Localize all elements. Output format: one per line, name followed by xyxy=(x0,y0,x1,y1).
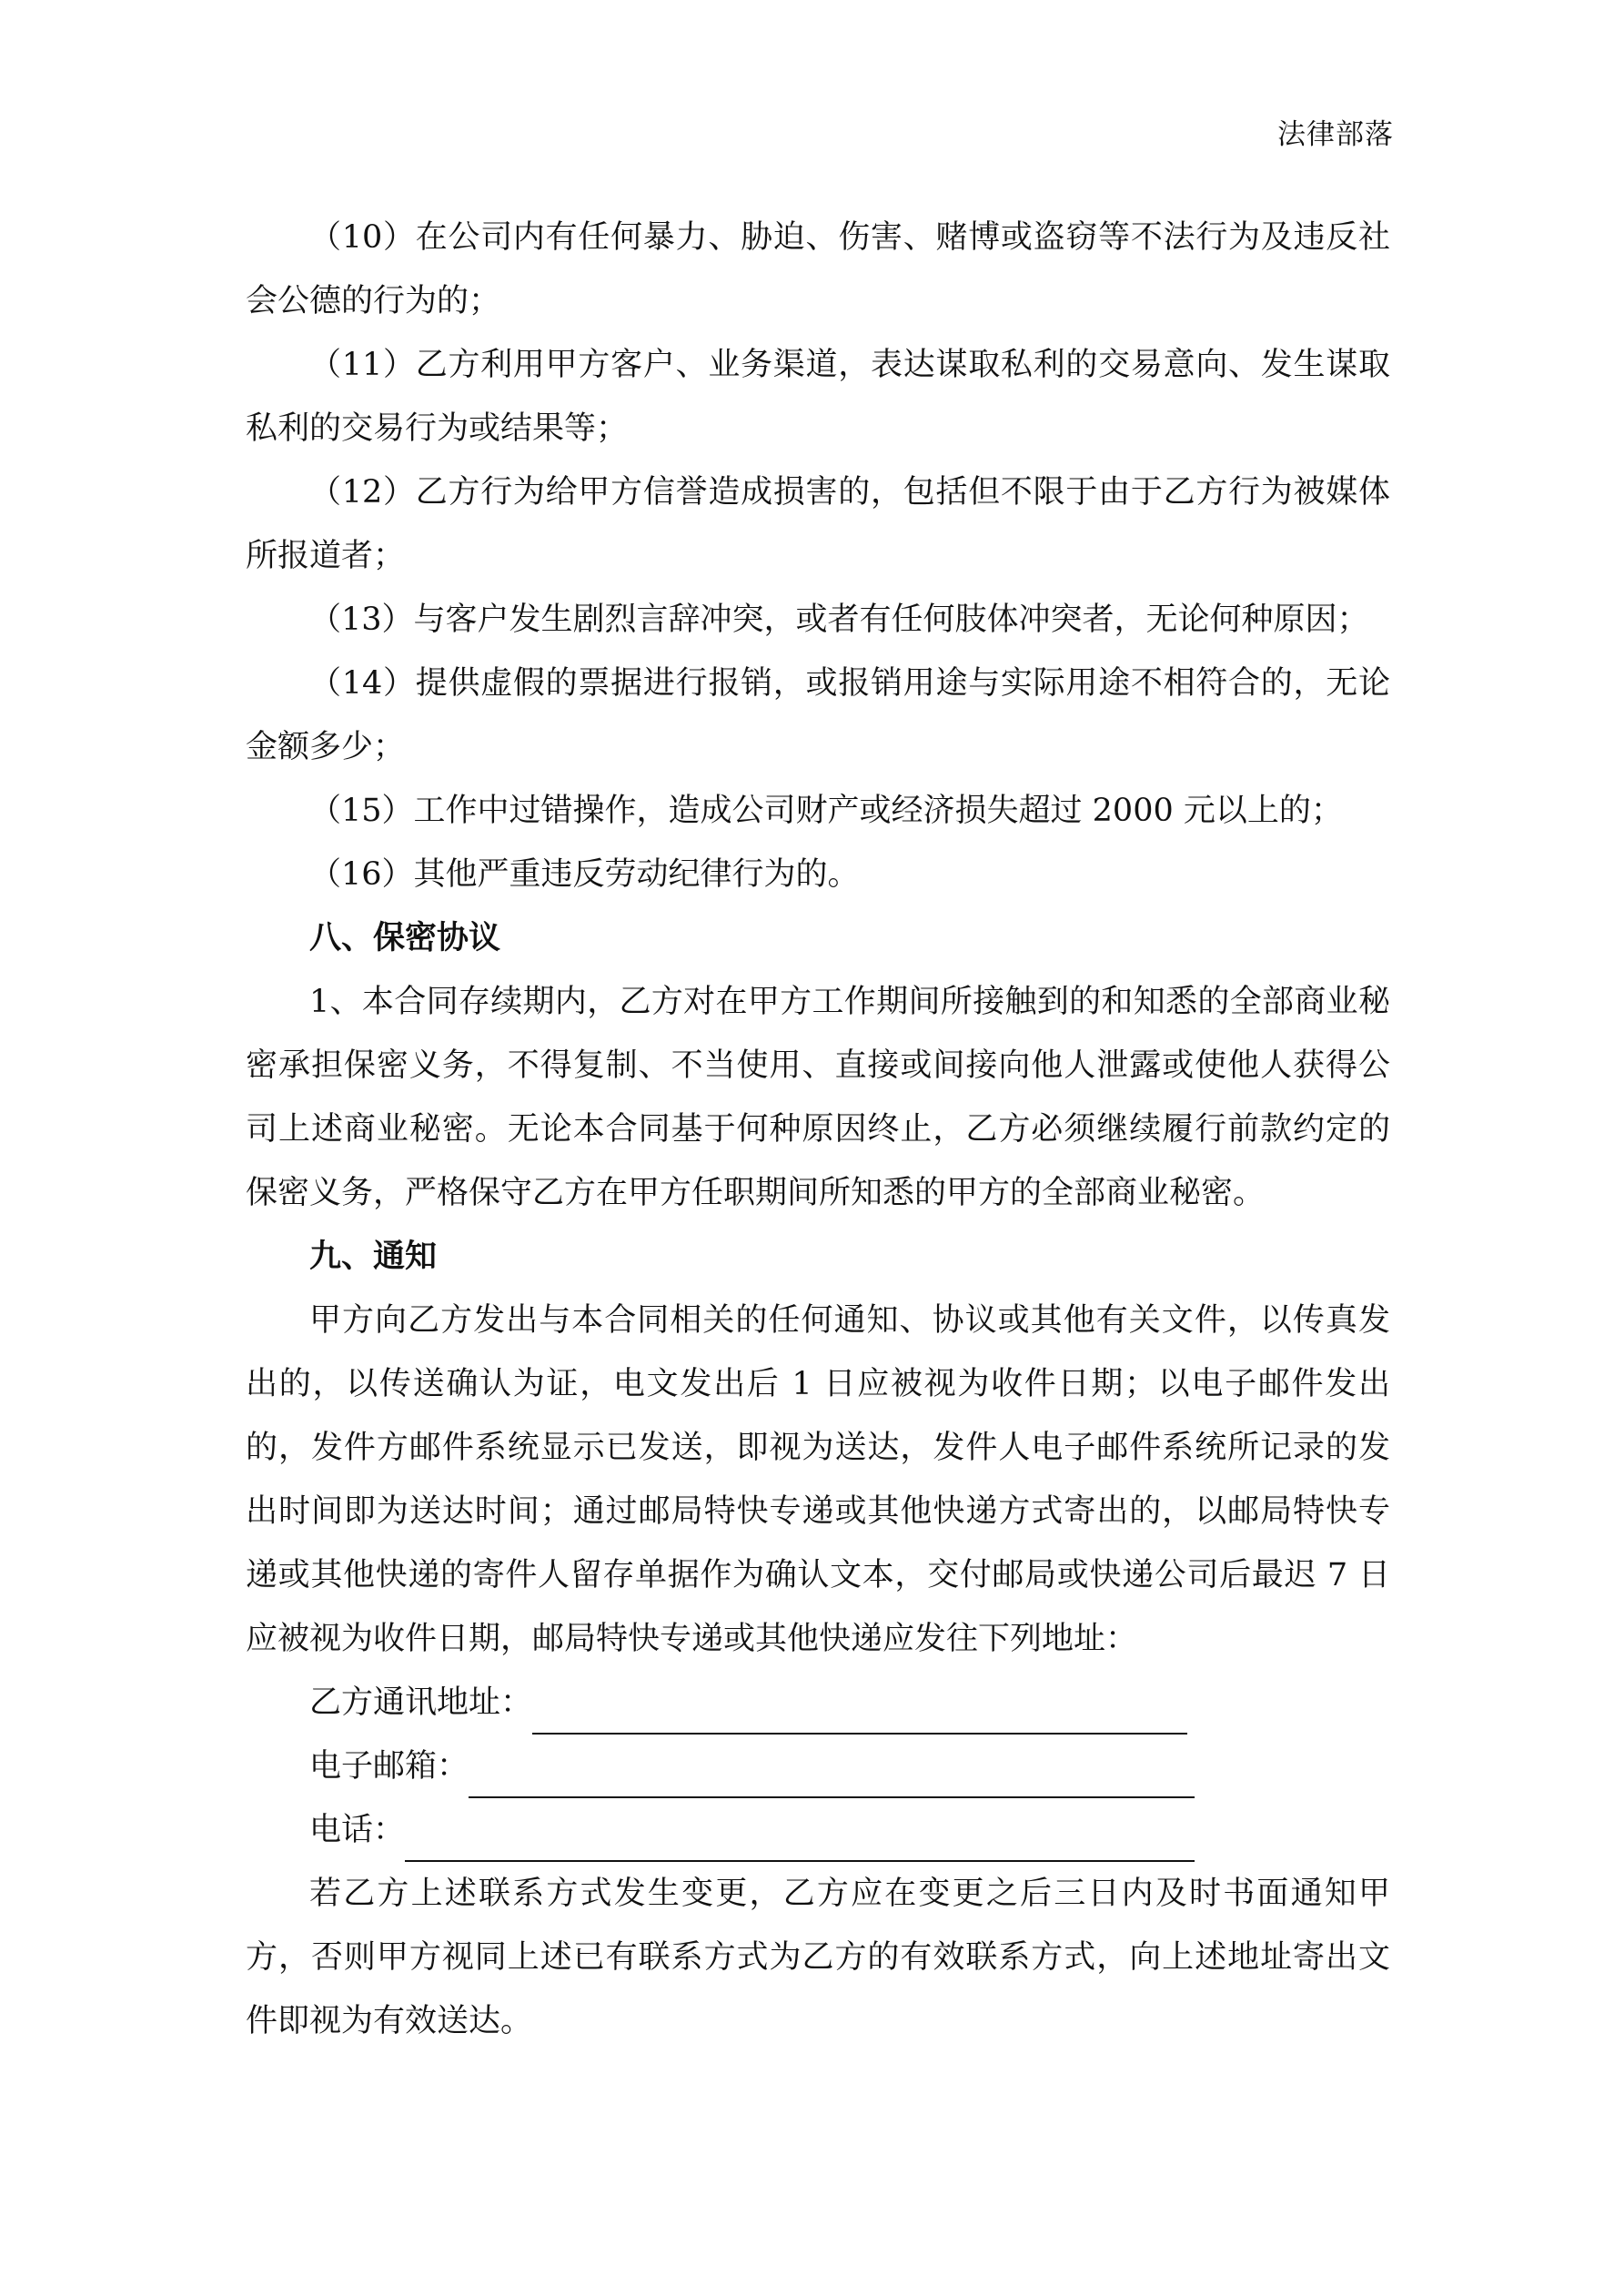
address-label: 乙方通讯地址： xyxy=(309,1684,533,1721)
clause-12: （12）乙方行为给甲方信誉造成损害的，包括但不限于由于乙方行为被媒体所报道者； xyxy=(246,474,1390,574)
page-header-brand: 法律部落 xyxy=(1277,118,1394,151)
section-8-heading: 八、保密协议 xyxy=(309,919,501,956)
section-9-closing: 若乙方上述联系方式发生变更，乙方应在变更之后三日内及时书面通知甲方，否则甲方视同上述已有联系方式为乙方的有效联系方式，向上述地址寄出文件即视为有效送达。 xyxy=(246,1876,1390,2039)
phone-field-row xyxy=(246,1798,1390,1862)
address-field-row xyxy=(246,1671,1390,1735)
document-body xyxy=(246,206,1390,2053)
clause-11: （11）乙方利用甲方客户、业务渠道，表达谋取私利的交易意向、发生谋取私利的交易行为或结果等； xyxy=(246,347,1390,447)
email-label: 电子邮箱： xyxy=(309,1748,469,1785)
clause-15: （15）工作中过错操作，造成公司财产或经济损失超过 2000 元以上的； xyxy=(309,793,1343,829)
section-9-heading: 九、通知 xyxy=(309,1238,438,1275)
section-8-paragraph: 1、本合同存续期内，乙方对在甲方工作期间所接触到的和知悉的全部商业秘密承担保密义务，不得复制、不当使用、直接或间接向他人泄露或使他人获得公司上述商业秘密。无论本合同基于何种原因终止，乙方必须继续履行前款约定的保密义务，严格保守乙方在甲方任职期间所知悉的甲方的全部商业秘密。 xyxy=(246,984,1390,1211)
clause-16: （16）其他严重违反劳动纪律行为的。 xyxy=(309,856,860,893)
phone-label: 电话： xyxy=(309,1812,406,1848)
clause-14: （14）提供虚假的票据进行报销，或报销用途与实际用途不相符合的，无论金额多少； xyxy=(246,665,1390,765)
section-9-paragraph: 甲方向乙方发出与本合同相关的任何通知、协议或其他有关文件，以传真发出的，以传送确认为证，电文发出后 1 日应被视为收件日期；以电子邮件发出的，发件方邮件系统显示已发送，即视为送达，发件人电子邮件系统所记录的发出时间即为送达时间；通过邮局特快专递或其他快递方式寄出的，以邮局特快专递或其他快递的寄件人留存单据作为确认文本，交付邮局或快递公司后最迟 7 日应被视为收件日期，邮局特快专递或其他快递应发往下列地址： xyxy=(246,1302,1390,1657)
email-blank-line[interactable] xyxy=(469,1755,1195,1798)
phone-blank-line[interactable] xyxy=(405,1818,1195,1862)
email-field-row xyxy=(246,1735,1390,1798)
clause-10: （10）在公司内有任何暴力、胁迫、伤害、赌博或盗窃等不法行为及违反社会公德的行为的； xyxy=(246,219,1390,319)
clause-13: （13）与客户发生剧烈言辞冲突，或者有任何肢体冲突者，无论何种原因； xyxy=(309,602,1369,638)
address-blank-line[interactable] xyxy=(532,1691,1187,1735)
